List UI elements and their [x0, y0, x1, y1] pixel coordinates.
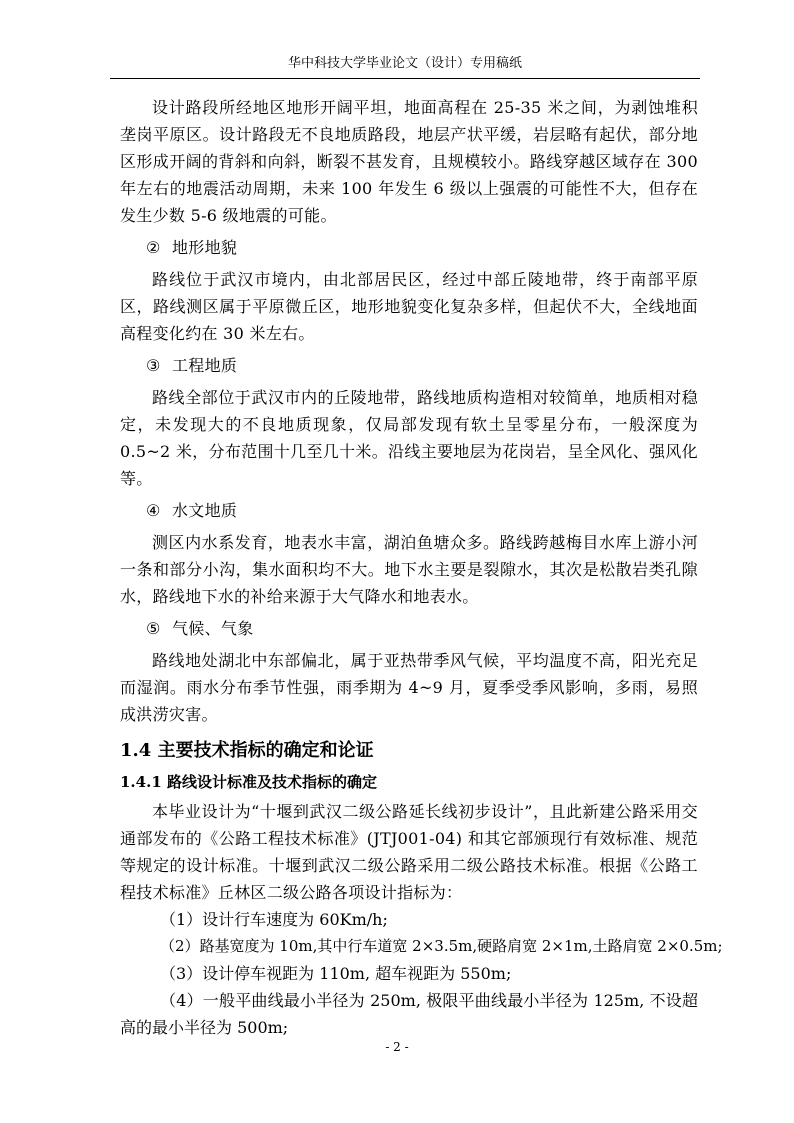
- section-heading-1-4: 1.4 主要技术指标的确定和论证: [120, 740, 374, 761]
- paragraph-geology-overview: 设计路段所经地区地形开阔平坦，地面高程在 25-35 米之间，为剥蚀堆积垄岗平原区。设计路段无不良地质路段，地层产状平缓，岩层略有起伏，部分地区形成开阔的背斜和向斜，断裂不甚发育，且规模较小。路线穿越区域存在 300 年左右的地震活动周期，未来 100 年发生 6 级以上强震的可能性不大，但存在发生少数 5-6 级地震的可能。: [120, 98, 698, 225]
- subsection-hydrogeology: [120, 497, 698, 524]
- paragraph-terrain: 路线位于武汉市境内，由北部居民区，经过中部丘陵地带，终于南部平原区，路线测区属于平原微丘区，地形地貌变化复杂多样，但起伏不大，全线地面高程变化约在 30 米左右。: [120, 270, 698, 343]
- subsection-title: 水文地质: [172, 501, 238, 520]
- subsection-title: 地形地貌: [172, 238, 238, 257]
- section-heading-1-4-1: 1.4.1 路线设计标准及技术指标的确定: [120, 773, 377, 791]
- subsection-title: 工程地质: [172, 356, 238, 375]
- page-number: - 2 -: [385, 1040, 409, 1054]
- subsection-number: ②: [146, 238, 161, 257]
- subsection-engineering-geology: [120, 352, 698, 379]
- subsection-number: ④: [146, 501, 161, 520]
- subsection-terrain: [120, 234, 698, 261]
- paragraph-engineering-geology: 路线全部位于武汉市内的丘陵地带，路线地质构造相对较简单，地质相对稳定，未发现大的不良地质现象，仅局部发现有软土呈零星分布，一般深度为 0.5~2 米，分布范围十几至几十米。沿线主要地层为花岗岩，呈全风化、强风化等。: [120, 388, 698, 488]
- paragraph-hydrogeology: 测区内水系发育，地表水丰富，湖泊鱼塘众多。路线跨越梅目水库上游小河一条和部分小沟，集水面积均不大。地下水主要是裂隙水，其次是松散岩类孔隙水，路线地下水的补给来源于大气降水和地表水。: [120, 533, 698, 606]
- list-item-roadbed-width: （2）路基宽度为 10m,其中行车道宽 2×3.5m,硬路肩宽 2×1m,土路肩宽 2×0.5m;: [160, 937, 723, 955]
- document-body: [120, 94, 723, 1041]
- subsection-number: ⑤: [146, 619, 161, 638]
- paragraph-design-standard: 本毕业设计为“十堰到武汉二级公路延长线初步设计”，且此新建公路采用交通部发布的《公路工程技术标准》(JTJ001-04) 和其它部颁现行有效标准、规范等规定的设计标准。十堰到武汉二级公路采用二级公路技术标准。根据《公路工程技术标准》丘林区二级公路各项设计指标为：: [120, 802, 698, 902]
- page-header: 华中科技大学毕业论文（设计）专用稿纸: [287, 56, 522, 71]
- list-item-speed: （1）设计行车速度为 60Km/h;: [160, 910, 388, 929]
- subsection-number: ③: [146, 356, 161, 375]
- subsection-title: 气候、气象: [172, 619, 254, 638]
- subsection-climate: [120, 615, 698, 642]
- header-rule: [110, 78, 700, 79]
- list-item-curve-radius: （4）一般平曲线最小半径为 250m, 极限平曲线最小半径为 125m, 不设超高的最小半径为 500m;: [120, 991, 698, 1037]
- paragraph-climate: 路线地处湖北中东部偏北，属于亚热带季风气候，平均温度不高，阳光充足而湿润。雨水分布季节性强，雨季期为 4~9 月，夏季受季风影响，多雨，易照成洪涝灾害。: [120, 651, 698, 724]
- list-item-sight-distance: （3）设计停车视距为 110m, 超车视距为 550m;: [160, 964, 512, 983]
